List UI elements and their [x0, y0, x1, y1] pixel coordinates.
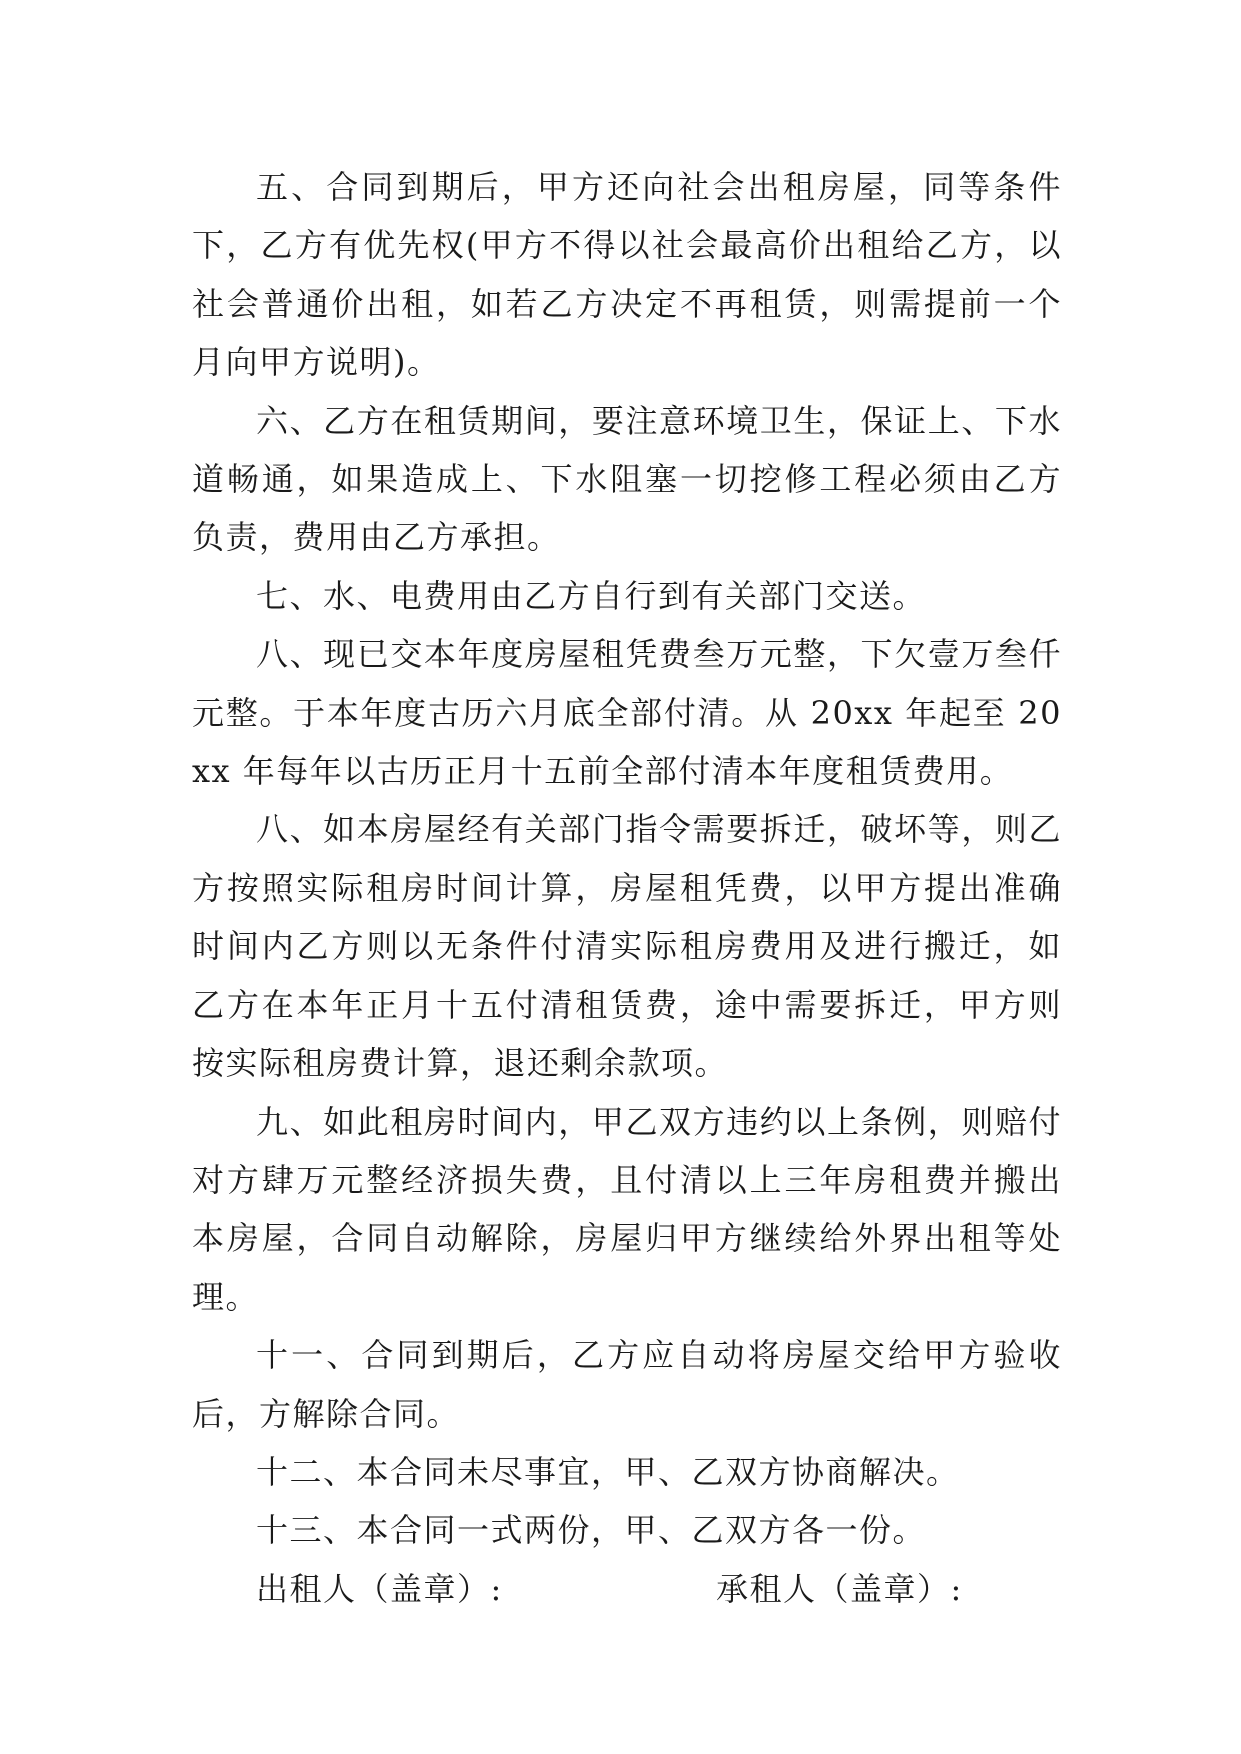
- clause-6: 六、乙方在租赁期间，要注意环境卫生，保证上、下水道畅通，如果造成上、下水阻塞一切挖修工程必须由乙方负责，费用由乙方承担。: [192, 401, 1062, 557]
- lessee-signature-label: 承租人（盖章）:: [716, 1569, 963, 1608]
- clause-7: 七、水、电费用由乙方自行到有关部门交送。: [256, 576, 927, 615]
- contract-body: [192, 158, 1062, 1618]
- clause-13: 十三、本合同一式两份，甲、乙双方各一份。: [256, 1511, 927, 1550]
- clause-5: 五、合同到期后，甲方还向社会出租房屋，同等条件下，乙方有优先权(甲方不得以社会最高价出租给乙方，以社会普通价出租，如若乙方决定不再租赁，则需提前一个月向甲方说明)。: [192, 168, 1062, 382]
- clause-9: 九、如此租房时间内，甲乙双方违约以上条例，则赔付对方肆万元整经济损失费，且付清以上三年房租费并搬出本房屋，合同自动解除，房屋归甲方继续给外界出租等处理。: [192, 1102, 1062, 1316]
- signature-row: [192, 1560, 1062, 1618]
- clause-12: 十二、本合同未尽事宜，甲、乙双方协商解决。: [256, 1452, 960, 1491]
- clause-8-payment: 八、现已交本年度房屋租凭费叁万元整，下欠壹万叁仟元整。于本年度古历六月底全部付清。从 20xx 年起至 20xx 年每年以古历正月十五前全部付清本年度租赁费用。: [192, 635, 1062, 791]
- clause-11: 十一、合同到期后，乙方应自动将房屋交给甲方验收后，方解除合同。: [192, 1336, 1062, 1433]
- clause-8-relocation: 八、如本房屋经有关部门指令需要拆迁，破坏等，则乙方按照实际租房时间计算，房屋租凭费，以甲方提出准确时间内乙方则以无条件付清实际租房费用及进行搬迁，如乙方在本年正月十五付清租赁费，途中需要拆迁，甲方则按实际租房费计算，退还剩余款项。: [192, 810, 1062, 1083]
- lessor-signature-label: 出租人（盖章）:: [256, 1569, 503, 1608]
